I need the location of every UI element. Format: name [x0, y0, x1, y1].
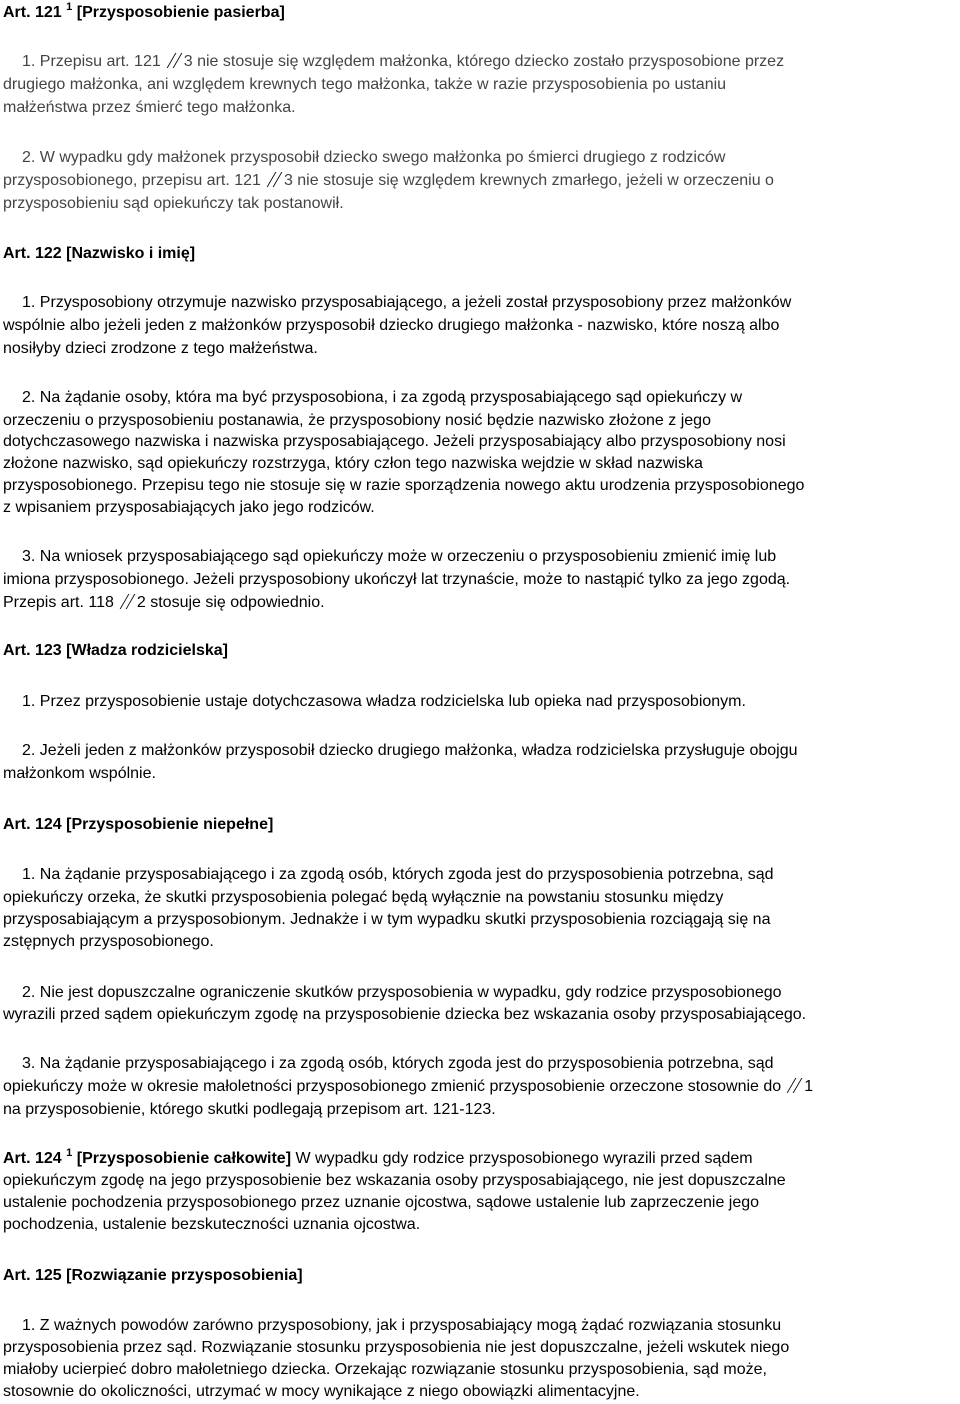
article-superscript: 1	[66, 0, 73, 13]
paragraph-line: opiekuńczy może w okresie małoletności przysposobionego zmienić przysposobienie orzeczone stosownie do 1	[3, 1078, 814, 1095]
paragraph-line: drugiego małżonka, ani względem krewnych tego małżonka, także w razie przysposobienia po ustaniu	[3, 76, 727, 93]
paragraph-line: z wpisaniem przysposabiających jako jego rodziców.	[3, 499, 375, 516]
article-124-1-first-line: Art. 124 $^1$ [Przysposobienie całkowite] W wypadku gdy rodzice przysposobionego wyrazili przed sądem	[3, 1146, 753, 1167]
paragraph-line: zstępnych przysposobionego.	[3, 933, 214, 950]
section-sign-icon	[171, 53, 178, 69]
paragraph-line: 2. Jeżeli jeden z małżonków przysposobił dziecko drugiego małżonka, władza rodzicielska przysługuje obojgu	[22, 742, 798, 759]
paragraph-line: 2. Nie jest dopuszczalne ograniczenie skutków przysposobienia w wypadku, gdy rodzice przysposobionego	[22, 984, 782, 1001]
article-124-heading: Art. 124 [Przysposobienie niepełne]	[3, 816, 274, 833]
article-125-heading: Art. 125 [Rozwiązanie przysposobienia]	[3, 1267, 303, 1284]
section-sign-icon	[271, 172, 278, 188]
article-title: [Przysposobienie pasierba]	[76, 4, 285, 21]
paragraph-line: małżeństwa przez śmierć tego małżonka.	[3, 99, 296, 116]
paragraph-line: 2. Na żądanie osoby, która ma być przysposobiona, i za zgodą przysposabiającego sąd opiekuńczy w	[22, 389, 743, 406]
paragraph-line: 1. Przepisu art. 121 3 nie stosuje się względem małżonka, którego dziecko zostało przysposobione przez	[22, 53, 785, 70]
article-123-heading: Art. 123 [Władza rodzicielska]	[3, 642, 228, 659]
paragraph-line: opiekuńczy orzeka, że skutki przysposobienia polegać będą wyłącznie na powstaniu stosunku między	[3, 889, 724, 906]
paragraph-line: pochodzenia, ustalenie bezskuteczności uznania ojcostwa.	[3, 1216, 421, 1233]
paragraph-line: stosownie do okoliczności, utrzymać w mocy wynikające z niego obowiązki alimentacyjne.	[3, 1383, 640, 1400]
paragraph-line: przysposabiającym a przysposobionym. Jednakże i w tym wypadku skutki przysposobienia rozciągają się na	[3, 911, 771, 928]
section-sign-icon	[791, 1078, 798, 1094]
paragraph-line: opiekuńczym zgodę na jego przysposobienie bez wskazania osoby przysposabiającego, nie jest dopuszczalne	[3, 1172, 786, 1189]
paragraph-line: 1. Przez przysposobienie ustaje dotychczasowa władza rodzicielska lub opieka nad przysposobionym.	[22, 693, 746, 710]
paragraph-line: 3. Na żądanie przysposabiającego i za zgodą osób, których zgoda jest do przysposobienia potrzebna, sąd	[22, 1055, 774, 1072]
paragraph-line: orzeczeniu o przysposobieniu postanawia, że przysposobiony nosić będzie nazwisko złożone z jego	[3, 412, 711, 429]
article-122-heading: Art. 122 [Nazwisko i imię]	[3, 245, 196, 262]
paragraph-line: przysposobienia przez sąd. Rozwiązanie stosunku przysposobienia nie jest dopuszczalne, jeżeli wskutek niego	[3, 1339, 790, 1356]
paragraph-line: przysposobionego. Przepisu tego nie stosuje się w razie sporządzenia nowego aktu urodzenia przysposobionego	[3, 477, 805, 494]
paragraph-line: imiona przysposobionego. Jeżeli przysposobiony ukończył lat trzynaście, może to nastąpić tylko za jego zgodą.	[3, 571, 791, 588]
paragraph-line: dotychczasowego nazwiska i nazwiska przysposabiającego. Jeżeli przysposabiający albo przysposobiony nosi	[3, 433, 786, 450]
article-121-1-heading	[3, 0, 285, 23]
article-124-1-heading: Art. 124 $^1$ [Przysposobienie całkowite]	[3, 1146, 292, 1167]
paragraph-line: przysposobionego, przepisu art. 121 3 nie stosuje się względem krewnych zmarłego, jeżeli w orzeczeniu o	[3, 172, 774, 189]
paragraph-line: miałoby ucierpieć dobro małoletniego dziecka. Orzekając rozwiązanie stosunku przysposobienia, sąd może,	[3, 1361, 767, 1378]
paragraph-line: ustalenie pochodzenia przysposobionego przez uznanie ojcostwa, sądowe ustalenie lub zaprzeczenie jego	[3, 1194, 760, 1211]
article-label: Art. 121	[3, 4, 62, 21]
paragraph-line: 3. Na wniosek przysposabiającego sąd opiekuńczy może w orzeczeniu o przysposobieniu zmienić imię lub	[22, 548, 777, 565]
paragraph-line: przysposobieniu sąd opiekuńczy tak postanowił.	[3, 195, 344, 212]
paragraph-line: 2. W wypadku gdy małżonek przysposobił dziecko swego małżonka po śmierci drugiego z rodziców	[22, 149, 726, 166]
section-sign-icon	[124, 594, 131, 610]
paragraph-line: nosiłyby dzieci zrodzone z tego małżeństwa.	[3, 340, 318, 357]
paragraph-line: 1. Z ważnych powodów zarówno przysposobiony, jak i przysposabiający mogą żądać rozwiązania stosunku	[22, 1317, 782, 1334]
paragraph-line: 1. Na żądanie przysposabiającego i za zgodą osób, których zgoda jest do przysposobienia potrzebna, sąd	[22, 866, 774, 883]
paragraph-line: wspólnie albo jeżeli jeden z małżonków przysposobił dziecko drugiego małżonka - nazwisko, które noszą albo	[3, 317, 780, 334]
paragraph-line: Przepis art. 118 2 stosuje się odpowiednio.	[3, 594, 325, 611]
paragraph-line: 1. Przysposobiony otrzymuje nazwisko przysposabiającego, a jeżeli został przysposobiony przez małżonków	[22, 294, 792, 311]
article-superscript: 1	[66, 1146, 73, 1159]
paragraph-line: małżonkom wspólnie.	[3, 765, 156, 782]
paragraph-line: złożone nazwisko, sąd opiekuńczy rozstrzyga, który człon tego nazwiska wejdzie w skład nazwiska	[3, 455, 703, 472]
paragraph-line: na przysposobienie, którego skutki podlegają przepisom art. 121-123.	[3, 1101, 496, 1118]
paragraph-line: wyrazili przed sądem opiekuńczym zgodę na przysposobienie dziecka bez wskazania osoby przysposabiającego.	[3, 1006, 807, 1023]
